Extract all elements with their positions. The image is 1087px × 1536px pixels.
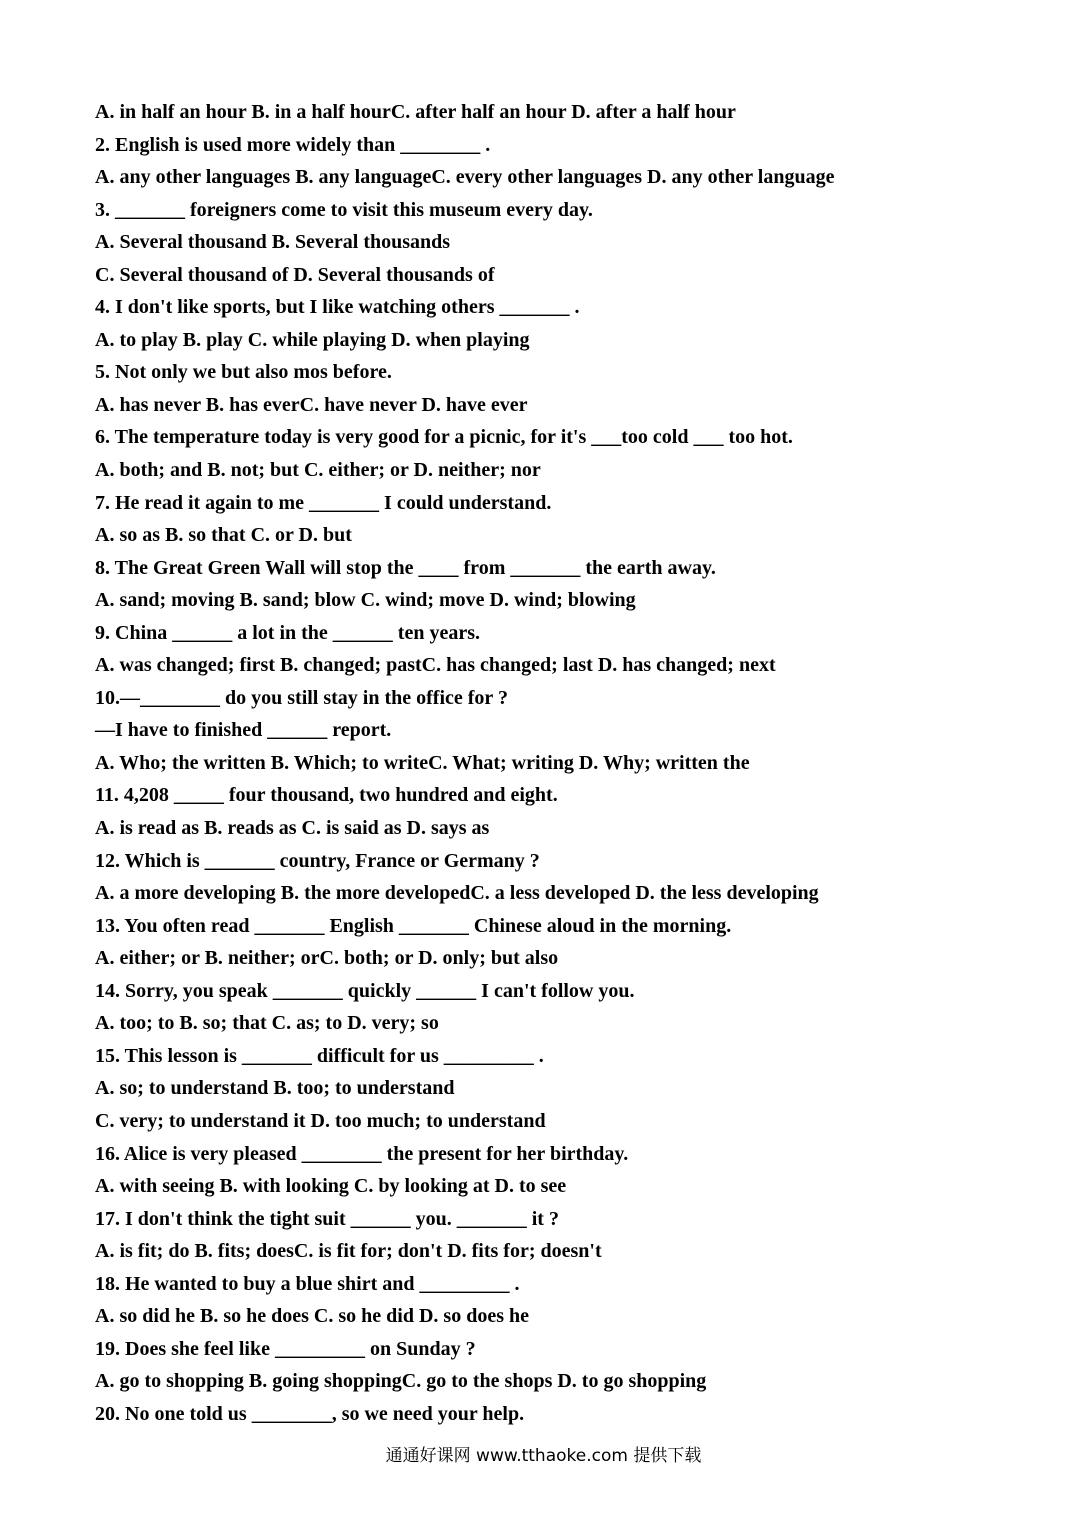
text-line: 7. He read it again to me _______ I could understand. [95,491,552,514]
text-line: A. is read as B. reads as C. is said as D. says as [95,817,490,840]
text-line: A. any other languages B. any languageC. every other languages D. any other language [95,166,835,189]
text-line: A. both; and B. not; but C. either; or D. neither; nor [95,459,541,482]
text-line: 10.—________ do you still stay in the office for ? [95,686,508,709]
text-line: A. go to shopping B. going shoppingC. go to the shops D. to go shopping [95,1370,707,1393]
text-line: C. very; to understand it D. too much; to understand [95,1109,546,1132]
text-line: 17. I don't think the tight suit ______ you. _______ it ? [95,1207,559,1230]
text-line: A. with seeing B. with looking C. by looking at D. to see [95,1175,567,1198]
text-line: A. either; or B. neither; orC. both; or D. only; but also [95,947,559,970]
text-line: 6. The temperature today is very good for a picnic, for it's ___too cold ___ too hot. [95,426,793,449]
text-line: A. was changed; first B. changed; pastC. has changed; last D. has changed; next [95,654,776,677]
text-line: 3. _______ foreigners come to visit this museum every day. [95,198,593,221]
text-line: A. a more developing B. the more developedC. a less developed D. the less developing [95,882,819,905]
page-footer: 通通好课网 www.tthaoke.com 提供下载 [385,1446,702,1466]
text-line: 8. The Great Green Wall will stop the ____ from _______ the earth away. [95,556,716,579]
text-line: C. Several thousand of D. Several thousands of [95,263,495,286]
text-line: 15. This lesson is _______ difficult for us _________ . [95,1044,544,1067]
text-line: A. so as B. so that C. or D. but [95,524,352,547]
text-line: 9. China ______ a lot in the ______ ten years. [95,621,480,644]
text-line: 20. No one told us ________, so we need your help. [95,1402,525,1425]
text-line: A. so did he B. so he does C. so he did D. so does he [95,1305,529,1328]
text-line: A. has never B. has everC. have never D. have ever [95,393,528,416]
text-line: A. so; to understand B. too; to understand [95,1077,455,1100]
text-line: A. Who; the written B. Which; to writeC. What; writing D. Why; written the [95,751,750,774]
text-line: 18. He wanted to buy a blue shirt and _________ . [95,1272,520,1295]
text-line: 19. Does she feel like _________ on Sunday ? [95,1337,476,1360]
text-line: A. to play B. play C. while playing D. when playing [95,328,530,351]
text-line: A. too; to B. so; that C. as; to D. very; so [95,1012,439,1035]
text-line: 12. Which is _______ country, France or Germany ? [95,849,540,872]
text-line: A. Several thousand B. Several thousands [95,231,451,254]
text-line: 5. Not only we but also mos before. [95,361,392,384]
text-line: A. in half an hour B. in a half hourC. after half an hour D. after a half hour [95,101,736,123]
text-line: 2. English is used more widely than ________ . [95,133,491,156]
text-line: —I have to finished ______ report. [95,719,392,742]
text-line: 16. Alice is very pleased ________ the present for her birthday. [95,1142,629,1165]
text-line: A. is fit; do B. fits; doesC. is fit for; don't D. fits for; doesn't [95,1240,602,1263]
text-line: 4. I don't like sports, but I like watching others _______ . [95,296,580,319]
text-line: 13. You often read _______ English _______ Chinese aloud in the morning. [95,914,732,937]
text-line: A. sand; moving B. sand; blow C. wind; move D. wind; blowing [95,589,636,612]
question-text-block [95,96,1055,1430]
text-line: 14. Sorry, you speak _______ quickly ______ I can't follow you. [95,979,635,1002]
text-line: 11. 4,208 _____ four thousand, two hundred and eight. [95,784,558,807]
